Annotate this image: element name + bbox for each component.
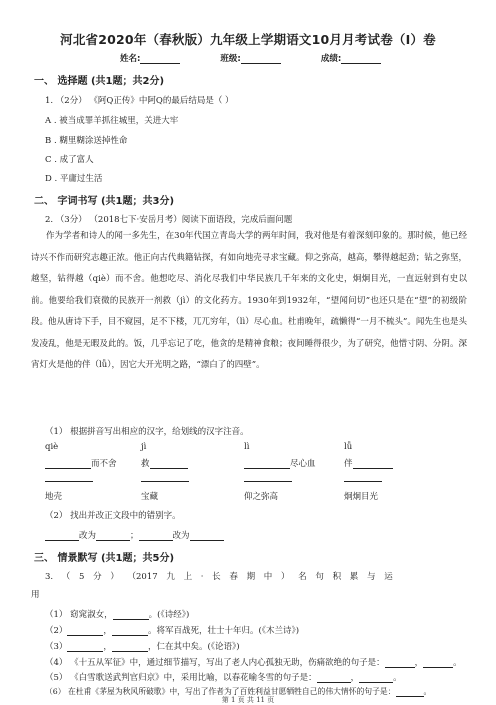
name-label: 姓名: bbox=[120, 54, 141, 64]
name-field[interactable] bbox=[120, 52, 180, 64]
sub-question-1: （1） 根据拼音写出相应的汉字，给划线的汉字注音。 bbox=[45, 427, 249, 437]
annotated-word-1: 地壳 bbox=[45, 492, 63, 502]
score-label: 成绩: bbox=[320, 54, 342, 64]
question-1: 1. （2分） 《阿Q正传》中阿Q的最后结局是（ ） bbox=[45, 96, 234, 106]
recite-blank-5b[interactable] bbox=[359, 673, 393, 683]
word-row bbox=[45, 457, 465, 469]
recite-blank-4b[interactable] bbox=[423, 658, 453, 668]
section-heading-3: 三、 情景默写 (共1题；共5分) bbox=[34, 553, 175, 564]
question-3-continued: 用 bbox=[31, 590, 40, 600]
student-info-line bbox=[120, 52, 420, 64]
correction-line: 改为 ； 改为 bbox=[45, 529, 462, 541]
exam-title: 河北省2020年（春秋版）九年级上学期语文10月月考试卷（I）卷 bbox=[60, 32, 436, 47]
reading-passage: 作为学者和诗人的闻一多先生，在30年代国立青岛大学的两年时间，我对他是有着深刻印象的。那时候，他已经诗兴不作而研究志趣正浓。他正向古代典籍钻探，有如向地壳寻求宝藏。仰之弥高，越高，攀得越起劲；钻之弥坚，越坚，钻得越（qiè）而不舍。他想吃尽、消化尽我们中华民族几千年来的文化史，炯炯目光，一直远射到有史以前。他要给我们衰微的民族开一剂救（jì）的文化药方。1930年到1932年，“望闻问切”也还只是在“望”的初级阶段。他从唐诗下手，目不窥园，足不下楼，兀兀穷年，（lì）尽心血。杜甫晚年，疏懒得“一月不梳头”。闻先生也是头发凌乱，他是无暇及此的。饭，几乎忘记了吃，他贪的是精神食粮；夜间睡得很少，为了研究，他惜寸阴、分阴。深宵灯火是他的伴（lǚ），因它大开光明之路，“漂白了的四壁”。 bbox=[31, 231, 467, 370]
blank-3[interactable] bbox=[244, 459, 290, 469]
blank-8[interactable] bbox=[344, 472, 382, 482]
right-char-blank-1[interactable] bbox=[96, 531, 130, 541]
right-char-blank-2[interactable] bbox=[190, 531, 224, 541]
word-1: 而不舍 bbox=[45, 457, 141, 469]
option-a: A . 被当成罪羊抓往城里，关进大牢 bbox=[45, 116, 179, 126]
word-3: 尽心血 bbox=[244, 457, 344, 469]
class-field[interactable] bbox=[220, 52, 280, 64]
recite-item-3: （3） ， ，仁在其中矣。(《论语》) bbox=[45, 642, 240, 652]
word-2: 救 bbox=[141, 457, 244, 469]
section-heading-2: 二、 字词书写 (共1题；共3分) bbox=[34, 196, 175, 207]
annotated-word-2: 宝藏 bbox=[141, 492, 159, 502]
option-c: C . 成了富人 bbox=[45, 155, 94, 165]
recite-item-2: （2） ， 。将军百战死，壮士十年归。(《木兰诗》) bbox=[45, 626, 300, 636]
option-d: D . 平庸过生活 bbox=[45, 174, 103, 184]
score-blank[interactable] bbox=[341, 54, 381, 64]
blank-5[interactable] bbox=[45, 472, 93, 482]
wrong-char-blank-2[interactable] bbox=[139, 531, 173, 541]
pinyin-2: jì bbox=[141, 442, 147, 452]
pinyin-4: lǚ bbox=[344, 442, 353, 452]
score-field[interactable] bbox=[321, 52, 381, 64]
name-blank[interactable] bbox=[140, 54, 180, 64]
pinyin-blank-row bbox=[45, 472, 465, 482]
question-3: 3. （ 5 分 ） （2017 九 上 · 长 春 期 中 ） 名 句 积 累 与 运 bbox=[45, 572, 393, 582]
recite-blank-5a[interactable] bbox=[317, 673, 351, 683]
sub-question-2: （2） 找出并改正文段中的错别字。 bbox=[45, 511, 181, 521]
blank-2[interactable] bbox=[150, 459, 188, 469]
recite-blank-4a[interactable] bbox=[385, 658, 415, 668]
recite-blank-2a[interactable] bbox=[67, 626, 103, 636]
recite-blank-1[interactable] bbox=[113, 610, 149, 620]
recite-item-5: （5） 《白雪歌送武判官归京》中，采用比喻，以春花喻冬雪的句子是： ， 。 bbox=[45, 673, 402, 683]
wrong-char-blank-1[interactable] bbox=[45, 531, 79, 541]
recite-blank-2b[interactable] bbox=[112, 626, 148, 636]
blank-6[interactable] bbox=[141, 472, 189, 482]
class-blank[interactable] bbox=[241, 54, 281, 64]
annotated-words-row bbox=[45, 490, 465, 502]
blank-1[interactable] bbox=[45, 459, 91, 469]
pinyin-row bbox=[45, 442, 465, 452]
question-2: 2. （3分） （2018七下·安岳月考）阅读下面语段，完成后面问题 bbox=[45, 215, 293, 225]
option-b: B . 糊里糊涂送掉性命 bbox=[45, 136, 128, 146]
recite-item-6: （6） 在杜甫《茅屋为秋风所破歌》中，写出了作者为了百姓利益甘愿牺牲自己的伟大情怀的句子是： 。 bbox=[45, 687, 432, 696]
pinyin-1: qiè bbox=[45, 442, 59, 452]
blank-4[interactable] bbox=[353, 459, 393, 469]
recite-blank-3a[interactable] bbox=[67, 642, 103, 652]
class-label: 班级: bbox=[220, 54, 241, 64]
word-4: 伴 bbox=[344, 457, 454, 469]
recite-item-1: （1） 窈窕淑女， 。(《诗经》) bbox=[45, 610, 190, 620]
annotated-word-4: 炯炯目光 bbox=[344, 492, 379, 502]
page-footer: 第 1 页 共 11 页 bbox=[221, 696, 275, 704]
recite-blank-3b[interactable] bbox=[112, 642, 148, 652]
recite-item-4: （4） 《十五从军征》中，通过细节描写，写出了老人内心孤独无助，伤痛欲绝的句子是： ， 。 bbox=[45, 658, 462, 668]
section-heading-1: 一、 选择题 (共1题；共2分) bbox=[34, 76, 165, 87]
pinyin-3: lì bbox=[244, 442, 250, 452]
annotated-word-3: 仰之弥高 bbox=[244, 492, 279, 502]
blank-7[interactable] bbox=[244, 472, 292, 482]
